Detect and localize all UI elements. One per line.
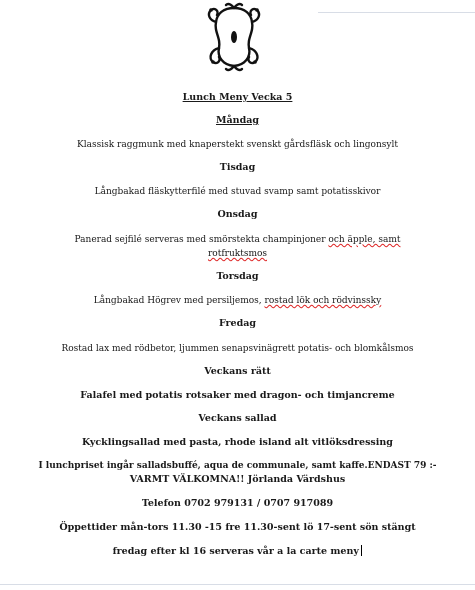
friday-note-text: fredag efter kl 16 serveras vår a la carte meny <box>112 546 359 557</box>
dish-monday: Klassisk raggmunk med knaperstekt svenskt gårdsfläsk och lingonsylt <box>77 140 398 150</box>
day-heading-friday: Fredag <box>218 318 257 329</box>
page-bottom-line <box>0 584 475 585</box>
dish-wednesday <box>0 233 475 247</box>
weekly-salad: Kycklingsallad med pasta, rhode island alt vitlöksdressing <box>82 437 393 448</box>
dish-tuesday: Långbakad fläskytterfilé med stuvad svamp samt potatisskivor <box>94 187 381 197</box>
decorative-ornament-icon <box>201 2 267 72</box>
dish-thursday-spellcheck-text: rostad lök och rödvinssky <box>264 296 382 306</box>
day-heading-monday: Måndag <box>215 115 260 126</box>
day-heading-thursday: Torsdag <box>216 271 259 282</box>
day-heading-wednesday: Onsdag <box>217 209 258 220</box>
price-info: I lunchpriset ingår salladsbuffé, aqua de communale, samt kaffe.ENDAST 79 :- <box>38 461 437 471</box>
dish-wednesday-line2 <box>0 247 475 261</box>
dish-friday: Rostad lax med rödbetor, ljummen senapsvinägrett potatis- och blomkålsmos <box>61 344 414 354</box>
weekly-salad-heading: Veckans sallad <box>198 413 277 424</box>
phone-number: Telefon 0702 979131 / 0707 917089 <box>141 498 334 509</box>
dish-wednesday-text: Panerad sejfilé serveras med smörstekta champinjoner <box>74 235 329 245</box>
menu-title: Lunch Meny Vecka 5 <box>182 92 293 103</box>
day-heading-tuesday: Tisdag <box>219 162 256 173</box>
dish-wednesday-spellcheck-text: och äpple, samt <box>328 235 401 245</box>
welcome-text: VARMT VÄLKOMNA!! Jörlanda Värdshus <box>129 474 346 485</box>
weekly-dish-heading: Veckans rätt <box>204 366 271 377</box>
friday-note <box>0 545 475 559</box>
opening-hours: Öppettider mån-tors 11.30 -15 fre 11.30-sent lö 17-sent sön stängt <box>59 522 416 533</box>
dish-thursday <box>0 294 475 308</box>
dish-thursday-text: Långbakad Högrev med persiljemos, <box>93 296 265 306</box>
dish-wednesday-line2-text: rotfruktsmos <box>207 249 268 259</box>
text-cursor <box>361 545 363 556</box>
weekly-dish: Falafel med potatis rotsaker med dragon- och timjancreme <box>80 390 395 401</box>
page-edge-line <box>318 12 475 13</box>
